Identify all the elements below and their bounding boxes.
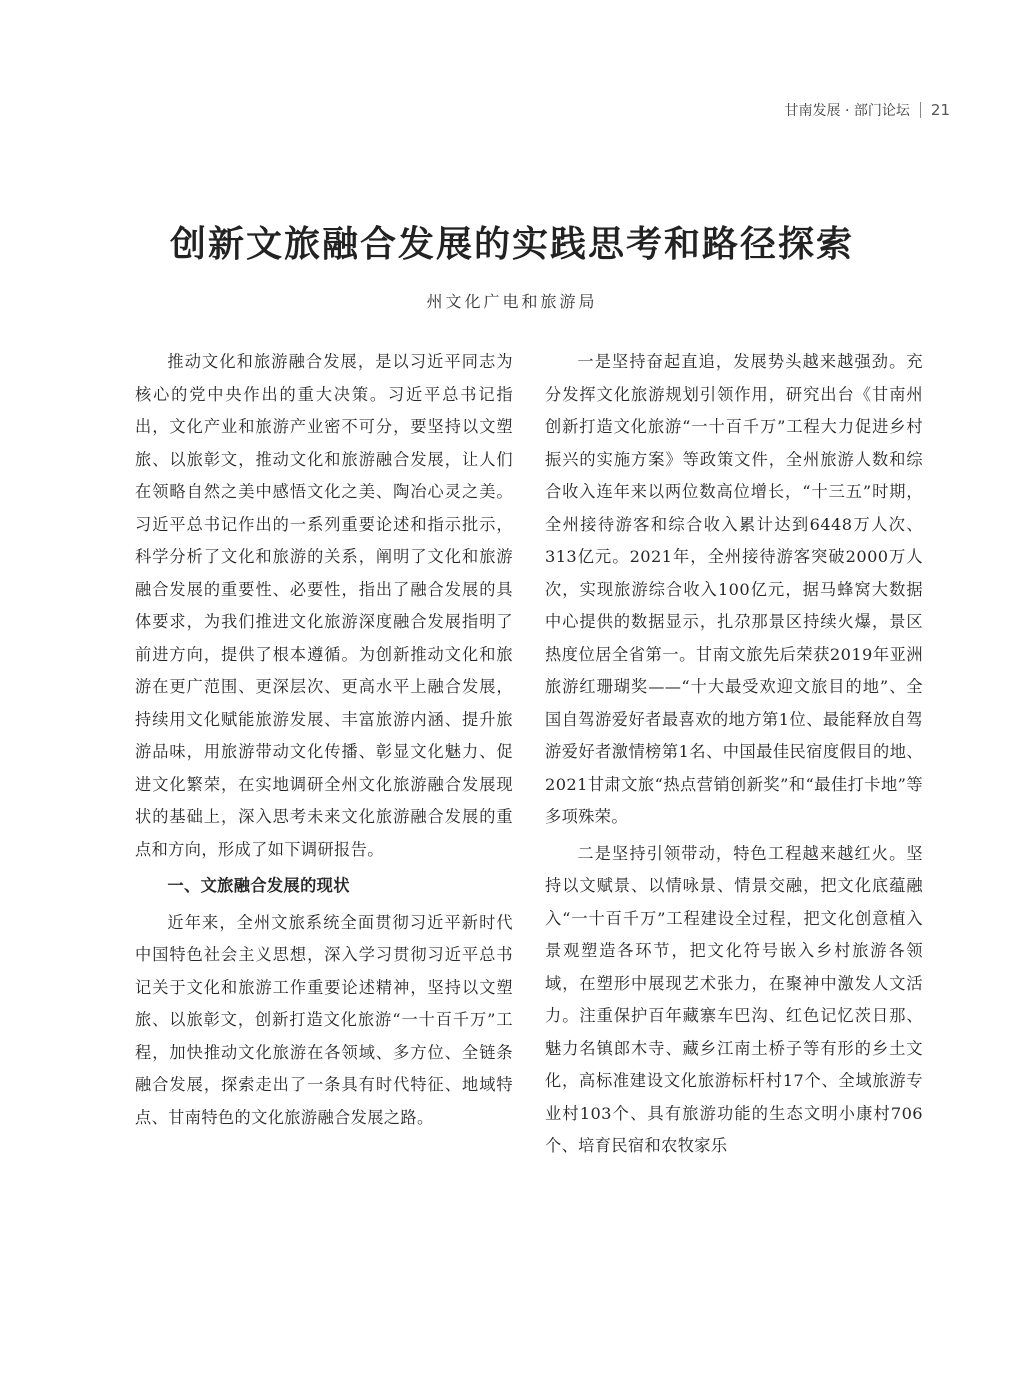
article-author: 州文化广电和旅游局 (426, 292, 598, 311)
point-2-paragraph: 二是坚持引领带动，特色工程越来越红火。坚持以文赋景、以情咏景、情景交融，把文化底蕴融入“一十百千万”工程建设全过程，把文化创意植入景观塑造各环节，把文化符号嵌入乡村旅游各领域，在塑形中展现艺术张力，在聚神中激发人文活力。注重保护百年藏寨车巴沟、红色记忆茨日那、魅力名镇郎木寺、藏乡江南土桥子等有形的乡土文化，高标准建设文化旅游标杆村17个、全域旅游专业村103个、具有旅游功能的生态文明小康村706个、培育民宿和农牧家乐 (545, 843, 923, 1155)
point-1-paragraph: 一是坚持奋起直追，发展势头越来越强劲。充分发挥文化旅游规划引领作用，研究出台《甘南州创新打造文化旅游“一十百千万”工程大力促进乡村振兴的实施方案》等政策文件，全州旅游人数和综合收入连年来以两位数高位增长，“十三五”时期，全州接待游客和综合收入累计达到6448万人次、313亿元。2021年，全州接待游客突破2000万人次，实现旅游综合收入100亿元，据马蜂窝大数据中心提供的数据显示，扎尕那景区持续火爆，景区热度位居全省第一。甘南文旅先后荣获2019年亚洲旅游红珊瑚奖——“十大最受欢迎文旅目的地”、全国自驾游爱好者最喜欢的地方第1位、最能释放自驾游爱好者激情榜第1名、中国最佳民宿度假目的地、2021甘肃文旅“热点营销创新奖”和“最佳打卡地”等多项殊荣。 (545, 352, 923, 826)
status-paragraph: 近年来，全州文旅系统全面贯彻习近平新时代中国特色社会主义思想，深入学习贯彻习近平总书记关于文化和旅游工作重要论述精神，坚持以文塑旅、以旅彰文，创新打造文化旅游“一十百千万”工程，加快推动文化旅游在各领域、多方位、全链条融合发展，探索走出了一条具有时代特征、地域特点、甘南特色的文化旅游融合发展之路。 (135, 912, 513, 1127)
left-column (135, 346, 513, 1306)
running-head (785, 100, 950, 120)
header-divider (920, 102, 921, 118)
page-number: 21 (930, 101, 950, 119)
intro-paragraph: 推动文化和旅游融合发展，是以习近平同志为核心的党中央作出的重大决策。习近平总书记指出，文化产业和旅游产业密不可分，要坚持以文塑旅、以旅彰文，推动文化和旅游融合发展，让人们在领略自然之美中感悟文化之美、陶冶心灵之美。习近平总书记作出的一系列重要论述和指示批示，科学分析了文化和旅游的关系，阐明了文化和旅游融合发展的重要性、必要性，指出了融合发展的具体要求，为我们推进文化旅游深度融合发展指明了前进方向，提供了根本遵循。为创新推动文化和旅游在更广范围、更深层次、更高水平上融合发展，持续用文化赋能旅游发展、丰富旅游内涵、提升旅游品味，用旅游带动文化传播、彰显文化魅力、促进文化繁荣，在实地调研全州文化旅游融合发展现状的基础上，深入思考未来文化旅游融合发展的重点和方向，形成了如下调研报告。 (135, 352, 513, 859)
section-heading-1: 一、文旅融合发展的现状 (167, 876, 350, 895)
right-column (545, 346, 923, 1306)
article-title: 创新文旅融合发展的实践思考和路径探索 (169, 223, 854, 265)
section-name: 甘南发展 · 部门论坛 (784, 103, 910, 119)
